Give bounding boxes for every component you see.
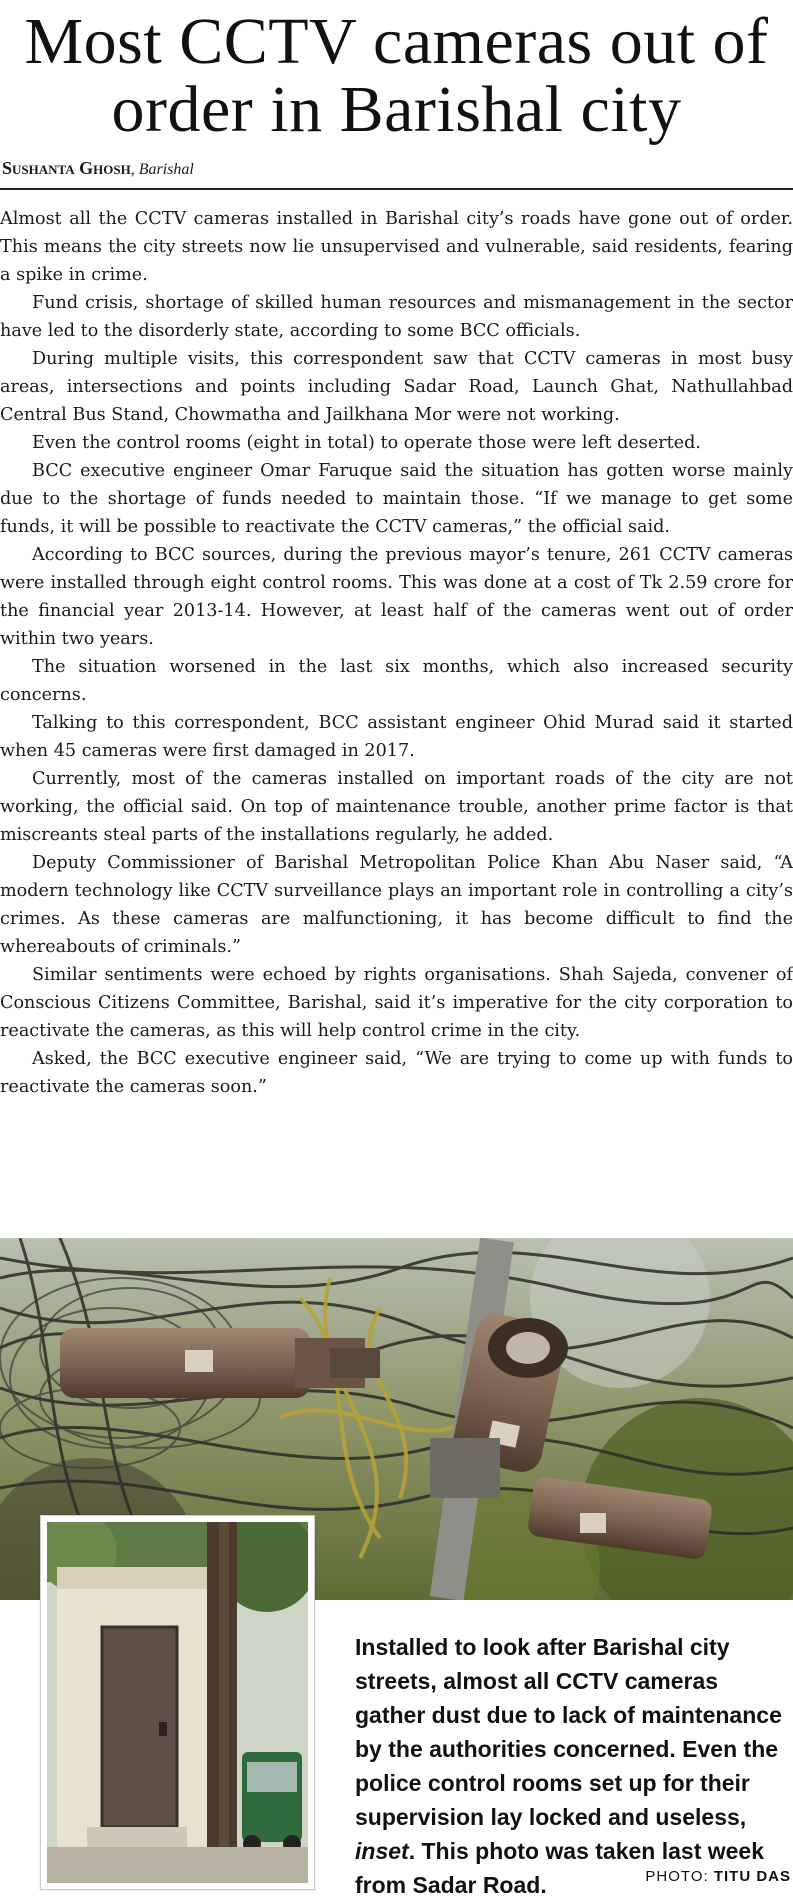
headline: Most CCTV cameras out of order in Barishal city [24, 5, 769, 146]
byline-author: Sushanta Ghosh [2, 158, 131, 178]
article-paragraph: Almost all the CCTV cameras installed in Barishal city’s roads have gone out of order. This means the city streets now lie unsupervised and vulnerable, said residents, fearing a spike in crime. [0, 209, 793, 285]
photo-credit-name: TITU DAS [713, 1868, 791, 1885]
article-paragraph: Deputy Commissioner of Barishal Metropolitan Police Khan Abu Naser said, “A modern technology like CCTV surveillance plays an important role in controlling a city’s crimes. As these cameras are malfunctioning, it has become difficult to find the whereabouts of criminals.” [0, 853, 793, 957]
article-paragraph: BCC executive engineer Omar Faruque said the situation has gotten worse mainly due to the shortage of funds needed to maintain those. “If we manage to get some funds, it will be possible to reactivate the CCTV cameras,” the official said. [0, 461, 793, 537]
photo-credit [645, 1868, 791, 1885]
inset-control-room-photo [40, 1515, 315, 1890]
article-paragraph: Fund crisis, shortage of skilled human resources and mismanagement in the sector have led to the disorderly state, according to some BCC officials. [0, 293, 793, 341]
photo-caption [355, 1630, 793, 1902]
article-paragraph: Even the control rooms (eight in total) to operate those were left deserted. [32, 433, 701, 453]
byline-separator: , [130, 161, 139, 178]
byline [2, 158, 194, 179]
byline-location: Barishal [138, 161, 194, 178]
article-body [0, 205, 793, 1101]
article-paragraph: The situation worsened in the last six months, which also increased security concerns. [0, 657, 793, 705]
caption-text-end: . This photo was taken last week from Sadar Road. [355, 1838, 765, 1898]
article-paragraph: According to BCC sources, during the previous mayor’s tenure, 261 CCTV cameras were installed through eight control rooms. This was done at a cost of Tk 2.59 crore for the financial year 2013-14. However, at least half of the cameras went out of order within two years. [0, 545, 793, 649]
article-paragraph: Talking to this correspondent, BCC assistant engineer Ohid Murad said it started when 45 cameras were first damaged in 2017. [0, 713, 793, 761]
header-divider [0, 188, 793, 190]
article-paragraph: During multiple visits, this correspondent saw that CCTV cameras in most busy areas, intersections and points including Sadar Road, Launch Ghat, Nathullahbad Central Bus Stand, Chowmatha and Jailkhana Mor were not working. [0, 349, 793, 425]
caption-emphasis: inset [355, 1838, 409, 1864]
caption-text: Installed to look after Barishal city streets, almost all CCTV cameras gather dust due to lack of maintenance by the authorities concerned. Even the police control rooms set up for their supervision lay locked and useless, [355, 1634, 782, 1830]
article-paragraph: Asked, the BCC executive engineer said, “We are trying to come up with funds to reactivate the cameras soon.” [0, 1049, 793, 1097]
photo-credit-label: PHOTO: [645, 1868, 714, 1885]
article-paragraph: Currently, most of the cameras installed on important roads of the city are not working, the official said. On top of maintenance trouble, another prime factor is that miscreants steal parts of the installations regularly, he added. [0, 769, 793, 845]
article-paragraph: Similar sentiments were echoed by rights organisations. Shah Sajeda, convener of Conscious Citizens Committee, Barishal, said it’s imperative for the city corporation to reactivate the cameras, as this will help control crime in the city. [0, 965, 793, 1041]
